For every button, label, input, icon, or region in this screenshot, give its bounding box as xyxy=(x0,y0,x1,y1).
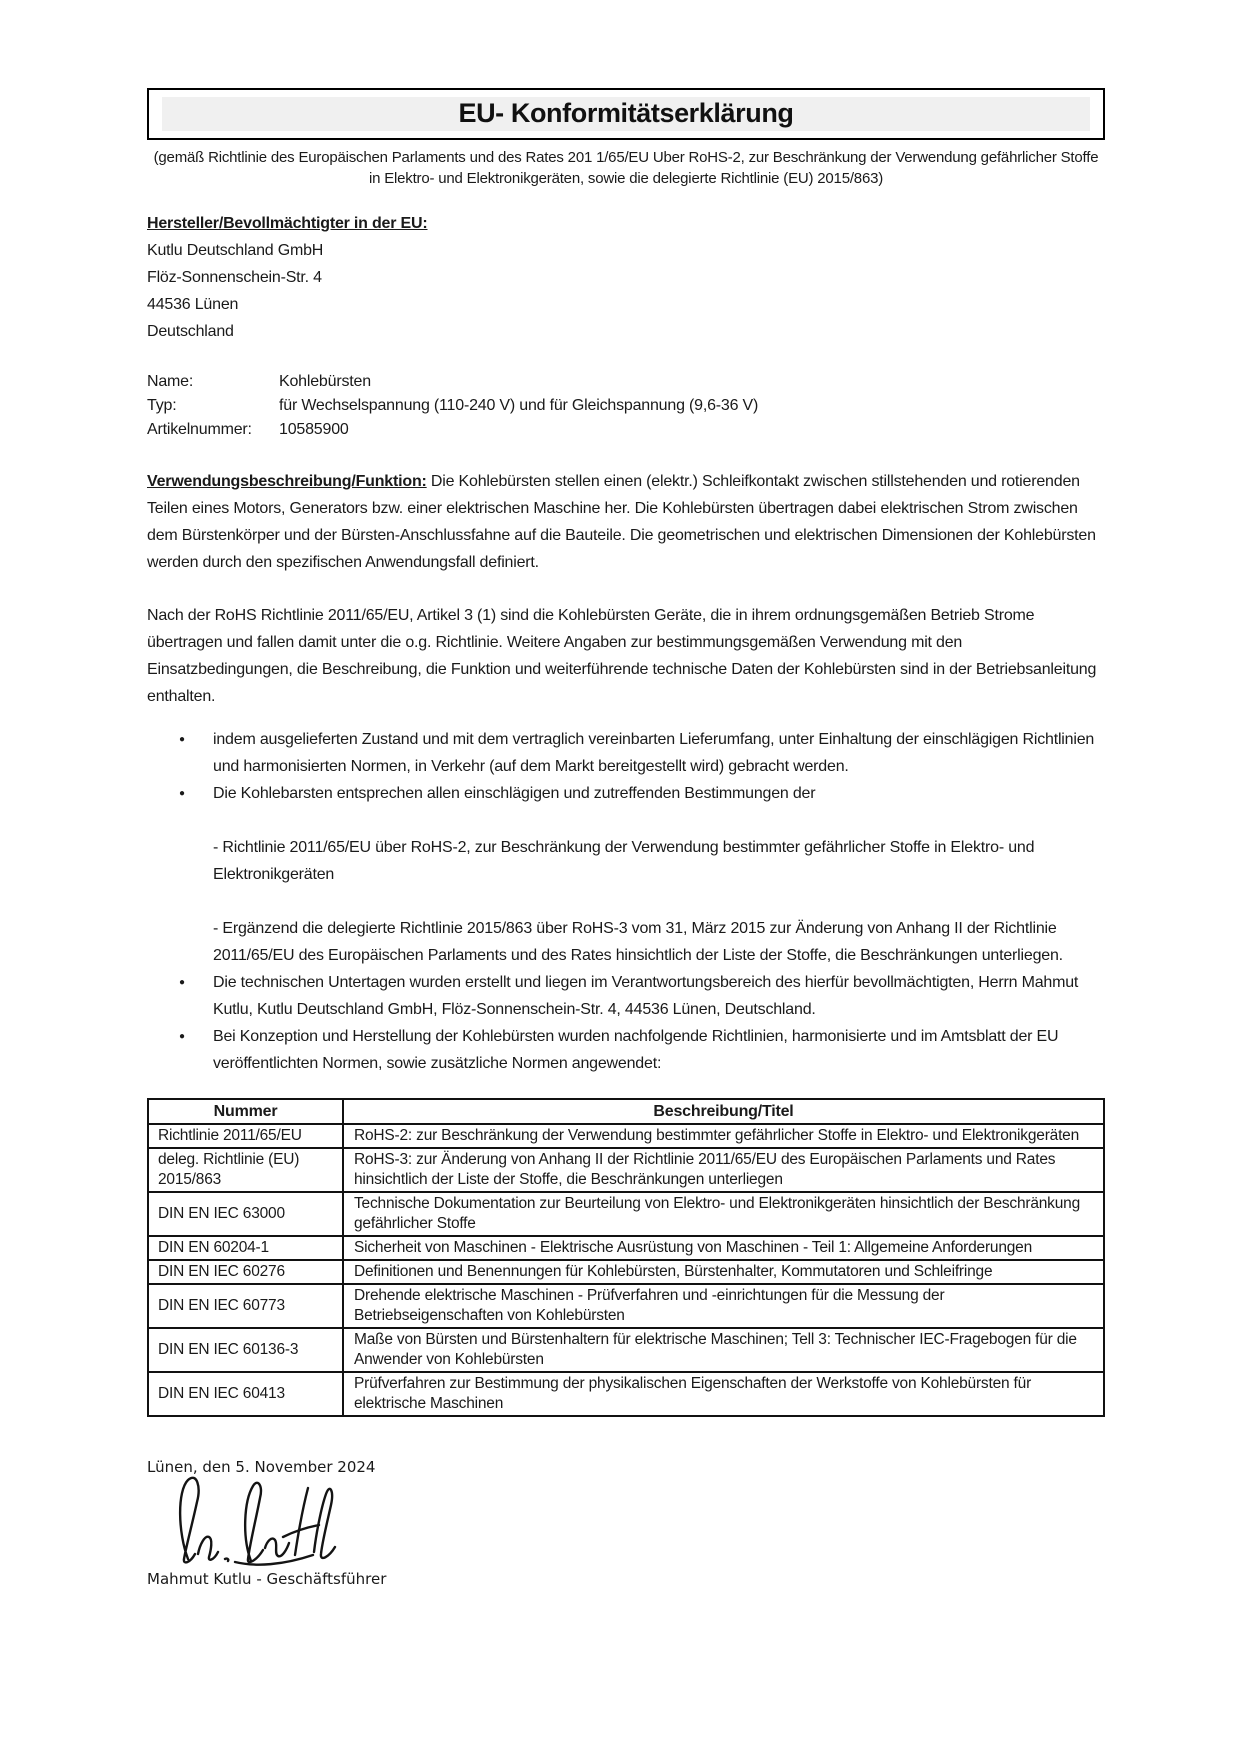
table-row xyxy=(148,1372,1104,1416)
cell-nummer: DIN EN IEC 60136-3 xyxy=(148,1328,343,1372)
cell-nummer: DIN EN IEC 60413 xyxy=(148,1372,343,1416)
list-item xyxy=(147,969,1105,1023)
bullet-text: indem ausgelieferten Zustand und mit dem vertraglich vereinbarten Lieferumfang, unter Einhaltung der einschlägigen Richtlinien und harmonisierten Normen, in Verkehr (auf dem Markt bereitgestellt wird) gebracht werden. xyxy=(213,731,1095,775)
bullet-list xyxy=(147,726,1105,1077)
manufacturer-line: Kutlu Deutschland GmbH xyxy=(147,242,324,259)
bullet-icon: ● xyxy=(179,1031,185,1042)
usage-text: Die Kohlebürsten stellen einen (elektr.) Schleifkontakt zwischen stillstehenden und rotierenden Teilen eines Motors, Generators bzw. einer elektrischen Maschine her. Die Kohlebürsten übertragen dabei elektrischen Strom zwischen dem Bürstenkörper und der Bürsten-Anschlussfahne auf die Bauteile. Die geometrischen und elektrischen Dimensionen der Kohlebürsten werden durch den spezifischen Anwendungsfall definiert. xyxy=(147,473,1096,571)
table-row xyxy=(148,1148,1104,1192)
signatory-name: Mahmut Kutlu - Geschäftsführer xyxy=(147,1570,387,1588)
table-row xyxy=(148,1260,1104,1284)
cell-beschreibung: RoHS-3: zur Änderung von Anhang II der Richtlinie 2011/65/EU des Europäischen Parlaments und Rates hinsichtlich der Liste der Stoffe, die Beschränkungen unterliegen xyxy=(343,1148,1104,1192)
manufacturer-line: 44536 Lünen xyxy=(147,296,239,313)
bullet-text xyxy=(213,780,1105,969)
manufacturer-section xyxy=(147,210,1105,345)
product-value: Kohlebürsten xyxy=(279,373,371,390)
product-row xyxy=(147,394,1105,418)
signature-place-date: Lünen, den 5. November 2024 xyxy=(147,1458,376,1476)
sub-list-item: - Ergänzend die delegierte Richtlinie 2015/863 über RoHS-3 vom 31, März 2015 zur Änderung von Anhang II der Richtlinie 2011/65/EU des Europäischen Parlaments und des Rates hinsichtlich der Liste der Stoffe, die Beschränkungen unterliegen. xyxy=(213,920,1063,964)
cell-nummer: Richtlinie 2011/65/EU xyxy=(148,1124,343,1148)
product-row xyxy=(147,370,1105,394)
rohs-paragraph: Nach der RoHS Richtlinie 2011/65/EU, Artikel 3 (1) sind die Kohlebürsten Geräte, die in ihrem ordnungsgemäßen Betrieb Strome übertragen und fallen damit unter die o.g. Richtlinie. Weitere Angaben zur bestimmungsgemäßen Verwendung mit den Einsatzbedingungen, die Beschreibung, die Funktion und weiterführende technische Daten der Kohlebürsten sind in der Betriebsanleitung enthalten. xyxy=(147,607,1097,705)
bullet-text: Bei Konzeption und Herstellung der Kohlebürsten wurden nachfolgende Richtlinien, harmonisierte und im Amtsblatt der EU veröffentlichten Normen, sowie zusätzliche Normen angewendet: xyxy=(213,1028,1059,1072)
cell-nummer: DIN EN 60204-1 xyxy=(148,1236,343,1260)
manufacturer-line: Deutschland xyxy=(147,323,234,340)
cell-beschreibung: Prüfverfahren zur Bestimmung der physikalischen Eigenschaften der Werkstoffe von Kohlebürsten für elektrische Maschinen xyxy=(343,1372,1104,1416)
bullet-icon: ● xyxy=(179,734,185,745)
cell-beschreibung: Sicherheit von Maschinen - Elektrische Ausrüstung von Maschinen - Teil 1: Allgemeine Anforderungen xyxy=(343,1236,1104,1260)
product-label: Name: xyxy=(147,373,194,390)
cell-nummer: DIN EN IEC 60773 xyxy=(148,1284,343,1328)
usage-heading: Verwendungsbeschreibung/Funktion: xyxy=(147,473,427,490)
table-row xyxy=(148,1124,1104,1148)
list-item xyxy=(147,1023,1105,1077)
standards-table xyxy=(147,1098,1105,1417)
product-info xyxy=(147,370,1105,442)
cell-beschreibung: Drehende elektrische Maschinen - Prüfverfahren und -einrichtungen für die Messung der Betriebseigenschaften von Kohlebürsten xyxy=(343,1284,1104,1328)
bullet-text-main: Die Kohlebarsten entsprechen allen einschlägigen und zutreffenden Bestimmungen der xyxy=(213,785,816,802)
signature-section xyxy=(147,1457,1105,1589)
table-row xyxy=(148,1236,1104,1260)
document-content xyxy=(147,88,1105,1589)
product-row xyxy=(147,418,1105,442)
product-label: Typ: xyxy=(147,397,177,414)
cell-nummer: DIN EN IEC 63000 xyxy=(148,1192,343,1236)
cell-beschreibung: RoHS-2: zur Beschränkung der Verwendung bestimmter gefährlicher Stoffe in Elektro- und Elektronikgeräten xyxy=(343,1124,1104,1148)
table-header-nummer: Nummer xyxy=(148,1099,343,1124)
usage-paragraph xyxy=(147,468,1105,576)
bullet-text: Die technischen Untertagen wurden erstellt und liegen im Verantwortungsbereich des hierfür bevollmächtigten, Herrn Mahmut Kutlu, Kutlu Deutschland GmbH, Flöz-Sonnenschein-Str. 4, 44536 Lünen, Deutschland. xyxy=(213,974,1079,1018)
cell-beschreibung: Technische Dokumentation zur Beurteilung von Elektro- und Elektronikgeräten hinsichtlich der Beschränkung gefährlicher Stoffe xyxy=(343,1192,1104,1236)
table-row xyxy=(148,1284,1104,1328)
list-item xyxy=(147,726,1105,780)
bullet-icon: ● xyxy=(179,788,185,799)
manufacturer-line: Flöz-Sonnenschein-Str. 4 xyxy=(147,269,322,286)
cell-nummer: DIN EN IEC 60276 xyxy=(148,1260,343,1284)
product-value: für Wechselspannung (110-240 V) und für Gleichspannung (9,6-36 V) xyxy=(279,397,759,414)
cell-beschreibung: Definitionen und Benennungen für Kohlebürsten, Bürstenhalter, Kommutatoren und Schleifringe xyxy=(343,1260,1104,1284)
document-subtitle: (gemäß Richtlinie des Europäischen Parlaments und des Rates 201 1/65/EU Uber RoHS-2, zur Beschränkung der Verwendung gefährlicher Stoffe in Elektro- und Elektronikgeräten, sowie die delegierte Richtlinie (EU) 2015/863) xyxy=(153,149,1099,187)
page-title: EU- Konformitätserklärung xyxy=(458,98,794,128)
list-item xyxy=(147,780,1105,969)
product-value: 10585900 xyxy=(279,421,349,438)
manufacturer-heading: Hersteller/Bevollmächtigter in der EU: xyxy=(147,215,428,232)
table-row xyxy=(148,1192,1104,1236)
product-label: Artikelnummer: xyxy=(147,421,252,438)
cell-nummer: deleg. Richtlinie (EU) 2015/863 xyxy=(148,1148,343,1192)
table-header-row xyxy=(148,1099,1104,1124)
signature-image xyxy=(171,1475,341,1567)
bullet-icon: ● xyxy=(179,977,185,988)
title-box xyxy=(147,88,1105,140)
cell-beschreibung: Maße von Bürsten und Bürstenhaltern für elektrische Maschinen; Tell 3: Technischer IEC-Fragebogen für die Anwender von Kohlebürsten xyxy=(343,1328,1104,1372)
table-row xyxy=(148,1328,1104,1372)
table-header-beschreibung: Beschreibung/Titel xyxy=(343,1099,1104,1124)
sub-list-item: - Richtlinie 2011/65/EU über RoHS-2, zur Beschränkung der Verwendung bestimmter gefährlicher Stoffe in Elektro- und Elektronikgeräten xyxy=(213,839,1035,883)
title-background xyxy=(162,97,1090,131)
